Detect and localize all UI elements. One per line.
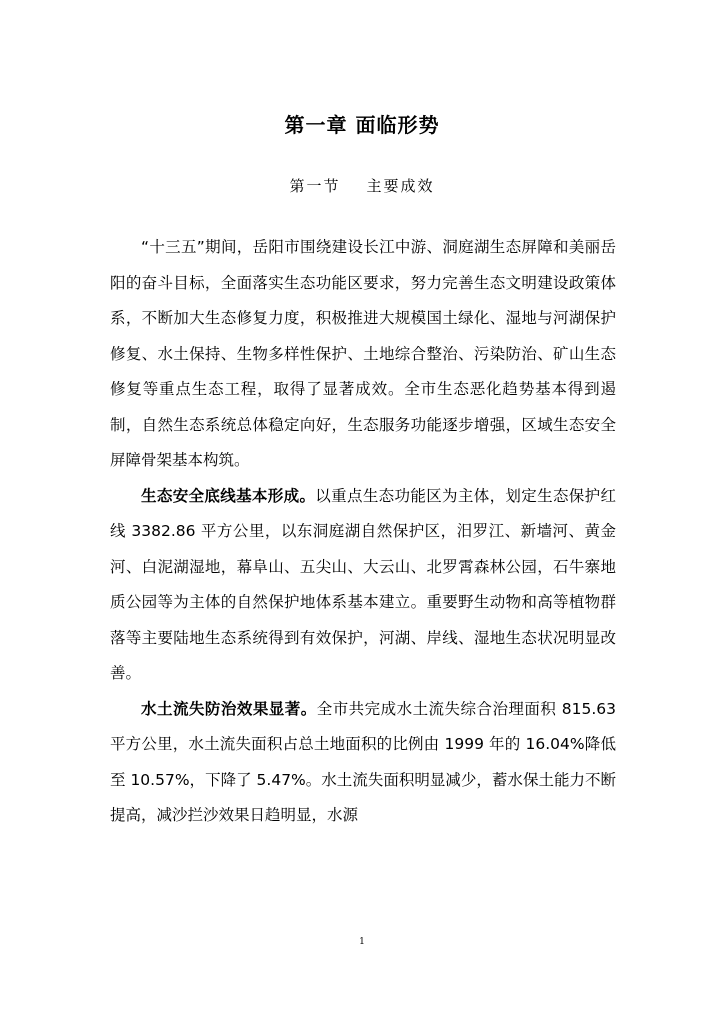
section-number: 第一节 bbox=[289, 177, 341, 195]
paragraph-text: “十三五”期间，岳阳市围绕建设长江中游、洞庭湖生态屏障和美丽岳阳的奋斗目标，全面落实生态功能区要求，努力完善生态文明建设政策体系，不断加大生态修复力度，积极推进大规模国土绿化、湿地与河湖保护修复、水土保持、生物多样性保护、土地综合整治、污染防治、矿山生态修复等重点生态工程，取得了显著成效。全市生态恶化趋势基本得到遏制，自然生态系统总体稳定向好，生态服务功能逐步增强，区域生态安全屏障骨架基本构筑。 bbox=[110, 238, 616, 469]
paragraph-text: 全市共完成水土流失综合治理面积 815.63 平方公里，水土流失面积占总土地面积的比例由 1999 年的 16.04%降低至 10.57%，下降了 5.47%。水土流失面积明显减少，蓄水保土能力不断提高，减沙拦沙效果日趋明显，水源 bbox=[110, 699, 616, 824]
paragraph-lead-heading: 生态安全底线基本形成。 bbox=[141, 486, 316, 505]
paragraph-ecological-baseline bbox=[110, 479, 616, 692]
paragraph-text: 以重点生态功能区为主体，划定生态保护红线 3382.86 平方公里，以东洞庭湖自然保护区，汨罗江、新墙河、黄金河、白泥湖湿地，幕阜山、五尖山、大云山、北罗霄森林公园，石牛寨地质公园等为主体的自然保护地体系基本建立。重要野生动物和高等植物群落等主要陆地生态系统得到有效保护，河湖、岸线、湿地生态状况明显改善。 bbox=[110, 486, 616, 682]
section-name: 主要成效 bbox=[366, 177, 435, 195]
page-number: 1 bbox=[359, 937, 365, 947]
section-title bbox=[0, 174, 724, 198]
paragraph-lead-heading: 水土流失防治效果显著。 bbox=[141, 699, 317, 718]
chapter-title: 第一章 面临形势 bbox=[284, 113, 440, 137]
body-text bbox=[110, 230, 616, 834]
paragraph-intro bbox=[110, 230, 616, 479]
paragraph-soil-erosion bbox=[110, 692, 616, 834]
